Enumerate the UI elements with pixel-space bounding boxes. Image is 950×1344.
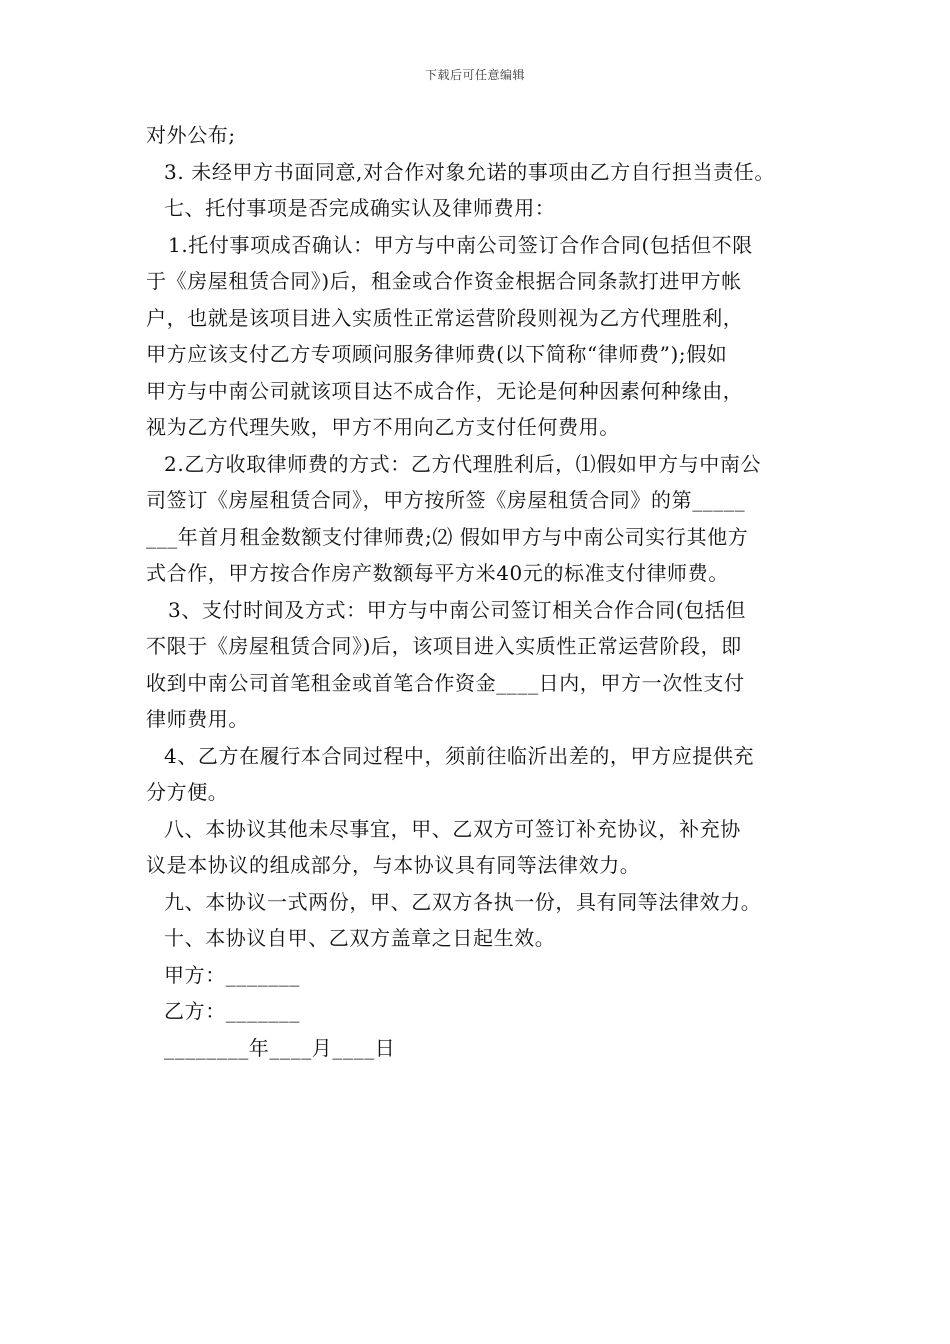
paragraph-line: 式合作，甲方按合作房产数额每平方米40元的标准支付律师费。 bbox=[146, 561, 729, 585]
paragraph-line: ___年首月租金数额支付律师费;⑵ 假如甲方与中南公司实行其他方 bbox=[146, 524, 749, 549]
paragraph-line: 视为乙方代理失败，甲方不用向乙方支付任何费用。 bbox=[146, 415, 620, 439]
document-body bbox=[146, 117, 810, 1066]
paragraph-line: 对外公布; bbox=[146, 123, 236, 147]
paragraph-line: 律师费用。 bbox=[146, 707, 249, 731]
paragraph-line: 收到中南公司首笔租金或首笔合作资金____日内，甲方一次性支付 bbox=[146, 670, 745, 695]
paragraph-line: 不限于《房屋租赁合同》)后，该项目进入实质性正常运营阶段，即 bbox=[146, 634, 742, 658]
section-heading-10: 十、本协议自甲、乙双方盖章之日起生效。 bbox=[164, 926, 556, 950]
paragraph-line: 1.托付事项成否确认：甲方与中南公司签订合作合同(包括但不限 bbox=[168, 232, 753, 257]
page-header-note: 下载后可任意编辑 bbox=[424, 68, 525, 82]
section-heading-8: 八、本协议其他未尽事宜，甲、乙双方可签订补充协议，补充协 bbox=[164, 816, 741, 841]
paragraph-line: 2.乙方收取律师费的方式：乙方代理胜利后，⑴假如甲方与中南公 bbox=[164, 451, 762, 476]
paragraph-line: 3、支付时间及方式：甲方与中南公司签订相关合作合同(包括但 bbox=[168, 597, 746, 622]
paragraph-line: 分方便。 bbox=[146, 780, 229, 804]
date-line: ________年____月____日 bbox=[164, 1035, 396, 1060]
paragraph-line: 甲方与中南公司就该项目达不成合作，无论是何种因素何种缘由， bbox=[146, 378, 744, 403]
party-a-signature-line: 甲方：_______ bbox=[164, 962, 300, 987]
paragraph-line: 户，也就是该项目进入实质性正常运营阶段则视为乙方代理胜利， bbox=[146, 305, 744, 330]
paragraph-line: 甲方应该支付乙方专项顾问服务律师费(以下简称“律师费”);假如 bbox=[146, 342, 728, 366]
section-heading-9: 九、本协议一式两份，甲、乙双方各执一份，具有同等法律效力。 bbox=[164, 889, 762, 914]
paragraph-line: 司签订《房屋租赁合同》，甲方按所签《房屋租赁合同》的第_____ bbox=[146, 488, 746, 512]
section-heading-7: 七、托付事项是否完成确实认及律师费用： bbox=[164, 196, 556, 220]
paragraph-line: 3. 未经甲方书面同意,对合作对象允诺的事项由乙方自行担当责任。 bbox=[164, 159, 775, 184]
party-b-signature-line: 乙方：_______ bbox=[164, 999, 300, 1023]
paragraph-line: 议是本协议的组成部分，与本协议具有同等法律效力。 bbox=[146, 853, 641, 877]
paragraph-line: 于《房屋租赁合同》)后，租金或合作资金根据合同条款打进甲方帐 bbox=[146, 269, 742, 293]
paragraph-line: 4、乙方在履行本合同过程中，须前往临沂出差的，甲方应提供充 bbox=[164, 743, 755, 768]
